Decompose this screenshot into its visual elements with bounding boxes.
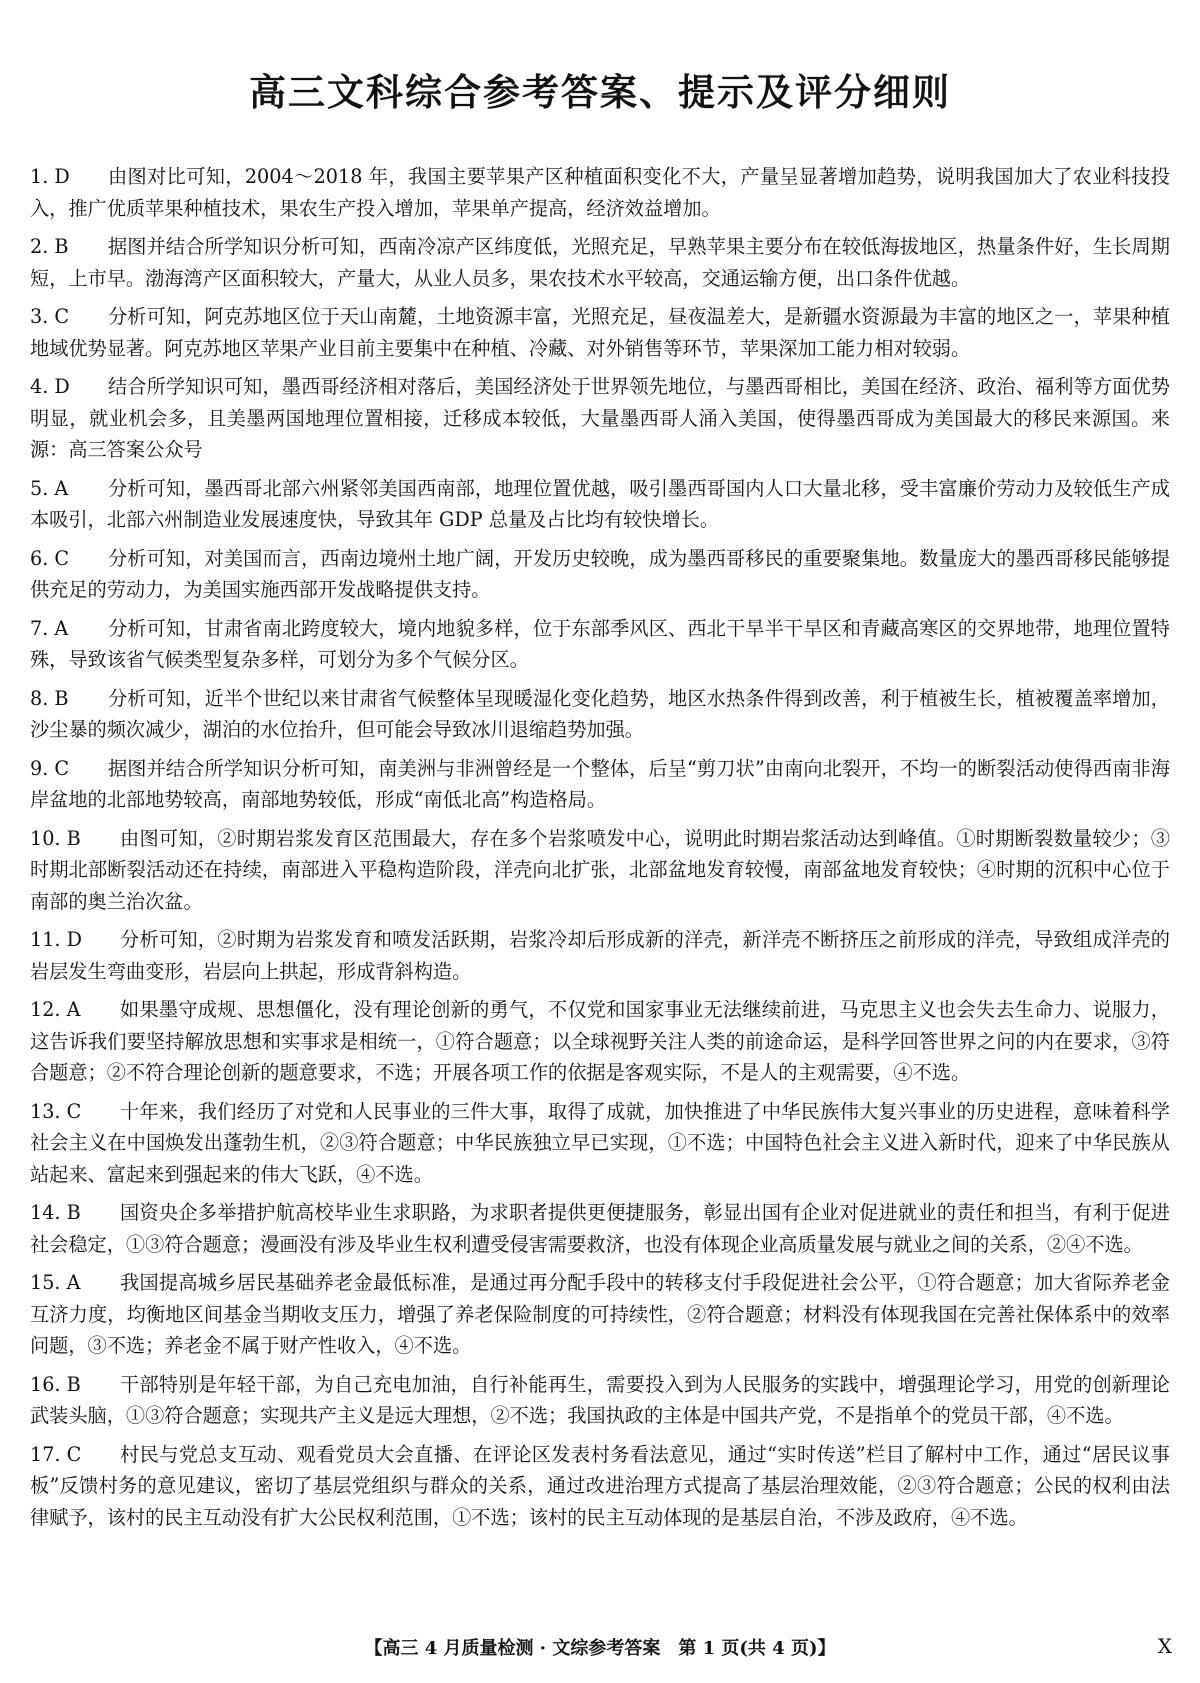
answer-item [30, 613, 1170, 676]
answer-explanation: 据图并结合所学知识分析可知，西南冷凉产区纬度低，光照充足，早熟苹果主要分布在较低海拔地区，热量条件好，生长周期短，上市早。渤海湾产区面积较大，产量大，从业人员多，果农技术水平较高，交通运输方便，出口条件优越。 [30, 235, 1170, 290]
answer-item [30, 231, 1170, 294]
answer-number: 11. D [30, 928, 82, 951]
answer-item [30, 371, 1170, 466]
answer-number: 15. A [30, 1271, 81, 1294]
answer-explanation: 由图对比可知，2004～2018 年，我国主要苹果产区种植面积变化不大，产量呈显著增加趋势，说明我国加大了农业科技投入，推广优质苹果种植技术，果农生产投入增加，苹果单产提高，经济效益增加。 [30, 165, 1170, 220]
answer-item [30, 823, 1170, 918]
answer-explanation: 据图并结合所学知识分析可知，南美洲与非洲曾经是一个整体，后呈“剪刀状”由南向北裂开，不均一的断裂活动使得西南非海岸盆地的北部地势较高，南部地势较低，形成“南低北高”构造格局。 [30, 756, 1170, 811]
answer-number: 10. B [30, 826, 81, 850]
answer-item [30, 1096, 1170, 1191]
answer-explanation: 结合所学知识可知，墨西哥经济相对落后，美国经济处于世界领先地位，与墨西哥相比，美国在经济、政治、福利等方面优势明显，就业机会多，且美墨两国地理位置相接，迁移成本较低，大量墨西哥人涌入美国，使得墨西哥成为美国最大的移民来源国。来源：高三答案公众号 [30, 375, 1170, 461]
answer-explanation: 村民与党总支互动、观看党员大会直播、在评论区发表村务看法意见，通过“实时传送”栏目了解村中工作，通过“居民议事板”反馈村务的意见建议，密切了基层党组织与群众的关系，通过改进治理方式提高了基层治理效能，②③符合题意；公民的权利由法律赋予，该村的民主互动没有扩大公民权利范围，①不选；该村的民主互动体现的是基层自治，不涉及政府，④不选。 [30, 1442, 1170, 1529]
answer-number: 6. C [30, 546, 70, 570]
answer-number: 14. B [30, 1201, 81, 1224]
answer-number: 16. B [30, 1372, 81, 1396]
answer-item [30, 1197, 1170, 1260]
answer-number: 17. C [30, 1442, 82, 1466]
answer-explanation: 分析可知，对美国而言，西南边境州土地广阔，开发历史较晚，成为墨西哥移民的重要聚集地。数量庞大的墨西哥移民能够提供充足的劳动力，为美国实施西部开发战略提供支持。 [30, 546, 1170, 601]
answer-explanation: 国资央企多举措护航高校毕业生求职路，为求职者提供更便捷服务，彰显出国有企业对促进就业的责任和担当，有利于促进社会稳定，①③符合题意；漫画没有涉及毕业生权利遭受侵害需要救济，也没有体现企业高质量发展与就业之间的关系，②④不选。 [30, 1201, 1170, 1256]
answer-explanation: 十年来，我们经历了对党和人民事业的三件大事，取得了成就，加快推进了中华民族伟大复兴事业的历史进程，意味着科学社会主义在中国焕发出蓬勃生机，②③符合题意；中华民族独立早已实现，①不选；中国特色社会主义进入新时代，迎来了中华民族从站起来、富起来到强起来的伟大飞跃，④不选。 [30, 1099, 1170, 1186]
answer-explanation: 分析可知，阿克苏地区位于天山南麓，土地资源丰富，光照充足，昼夜温差大，是新疆水资源最为丰富的地区之一，苹果种植地域优势显著。阿克苏地区苹果产业目前主要集中在种植、冷藏、对外销售等环节，苹果深加工能力相对较弱。 [30, 305, 1170, 360]
answer-explanation: 我国提高城乡居民基础养老金最低标准，是通过再分配手段中的转移支付手段促进社会公平，①符合题意；加大省际养老金互济力度，均衡地区间基金当期收支压力，增强了养老保险制度的可持续性，②符合题意；材料没有体现我国在完善社保体系中的效率问题，③不选；养老金不属于财产性收入，④不选。 [30, 1271, 1170, 1357]
page-title: 高三文科综合参考答案、提示及评分细则 [249, 71, 951, 114]
answer-number: 2. B [30, 235, 69, 258]
answer-item [30, 994, 1170, 1089]
answer-number: 1. D [30, 165, 70, 188]
answer-list [30, 161, 1170, 1540]
answer-explanation: 分析可知，墨西哥北部六州紧邻美国西南部，地理位置优越，吸引墨西哥国内人口大量北移，受丰富廉价劳动力及较低生产成本吸引，北部六州制造业发展速度快，导致其年 GDP 总量及占比均有较快增长。 [30, 476, 1170, 531]
answer-item [30, 924, 1170, 987]
answer-item [30, 1267, 1170, 1362]
answer-number: 5. A [30, 476, 69, 500]
answer-explanation: 分析可知，近半个世纪以来甘肃省气候整体呈现暖湿化变化趋势，地区水热条件得到改善，利于植被生长，植被覆盖率增加，沙尘暴的频次减少，湖泊的水位抬升，但可能会导致冰川退缩趋势加强。 [30, 686, 1170, 741]
answer-number: 9. C [30, 756, 70, 780]
answer-explanation: 由图可知，②时期岩浆发育区范围最大，存在多个岩浆喷发中心，说明此时期岩浆活动达到峰值。①时期断裂数量较少；③时期北部断裂活动还在持续，南部进入平稳构造阶段，洋壳向北扩张，北部盆地发育较慢，南部盆地发育较快；④时期的沉积中心位于南部的奥兰治次盆。 [30, 826, 1170, 913]
page-mark: X [1157, 1634, 1172, 1658]
answer-item [30, 683, 1170, 746]
answer-item [30, 753, 1170, 816]
answer-number: 7. A [30, 616, 69, 640]
answer-number: 13. C [30, 1099, 82, 1123]
answer-explanation: 分析可知，②时期为岩浆发育和喷发活跃期，岩浆冷却后形成新的洋壳，新洋壳不断挤压之前形成的洋壳，导致组成洋壳的岩层发生弯曲变形，岩层向上拱起，形成背斜构造。 [30, 928, 1170, 983]
answer-number: 8. B [30, 686, 69, 710]
page-footer: 【高三 4 月质量检测 · 文综参考答案 第 1 页(共 4 页)】 [364, 1638, 836, 1659]
answer-explanation: 分析可知，甘肃省南北跨度较大，境内地貌多样，位于东部季风区、西北干旱半干旱区和青藏高寒区的交界地带，地理位置特殊，导致该省气候类型复杂多样，可划分为多个气候分区。 [30, 616, 1170, 671]
answer-explanation: 干部特别是年轻干部，为自己充电加油，自行补能再生，需要投入到为人民服务的实践中，增强理论学习，用党的创新理论武装头脑，①③符合题意；实现共产主义是远大理想，②不选；我国执政的主体是中国共产党，不是指单个的党员干部，④不选。 [30, 1372, 1170, 1427]
answer-explanation: 如果墨守成规、思想僵化，没有理论创新的勇气，不仅党和国家事业无法继续前进，马克思主义也会失去生命力、说服力，这告诉我们要坚持解放思想和实事求是相统一，①符合题意；以全球视野关注人类的前途命运，是科学回答世界之问的内在要求，③符合题意；②不符合理论创新的题意要求，不选；开展各项工作的依据是客观实际，不是人的主观需要，④不选。 [30, 998, 1170, 1084]
answer-number: 12. A [30, 998, 81, 1021]
answer-item [30, 1439, 1170, 1534]
answer-item [30, 543, 1170, 606]
answer-number: 3. C [30, 305, 70, 328]
answer-number: 4. D [30, 375, 70, 398]
answer-item [30, 161, 1170, 224]
answer-item [30, 473, 1170, 536]
answer-item [30, 1369, 1170, 1432]
answer-item [30, 301, 1170, 364]
